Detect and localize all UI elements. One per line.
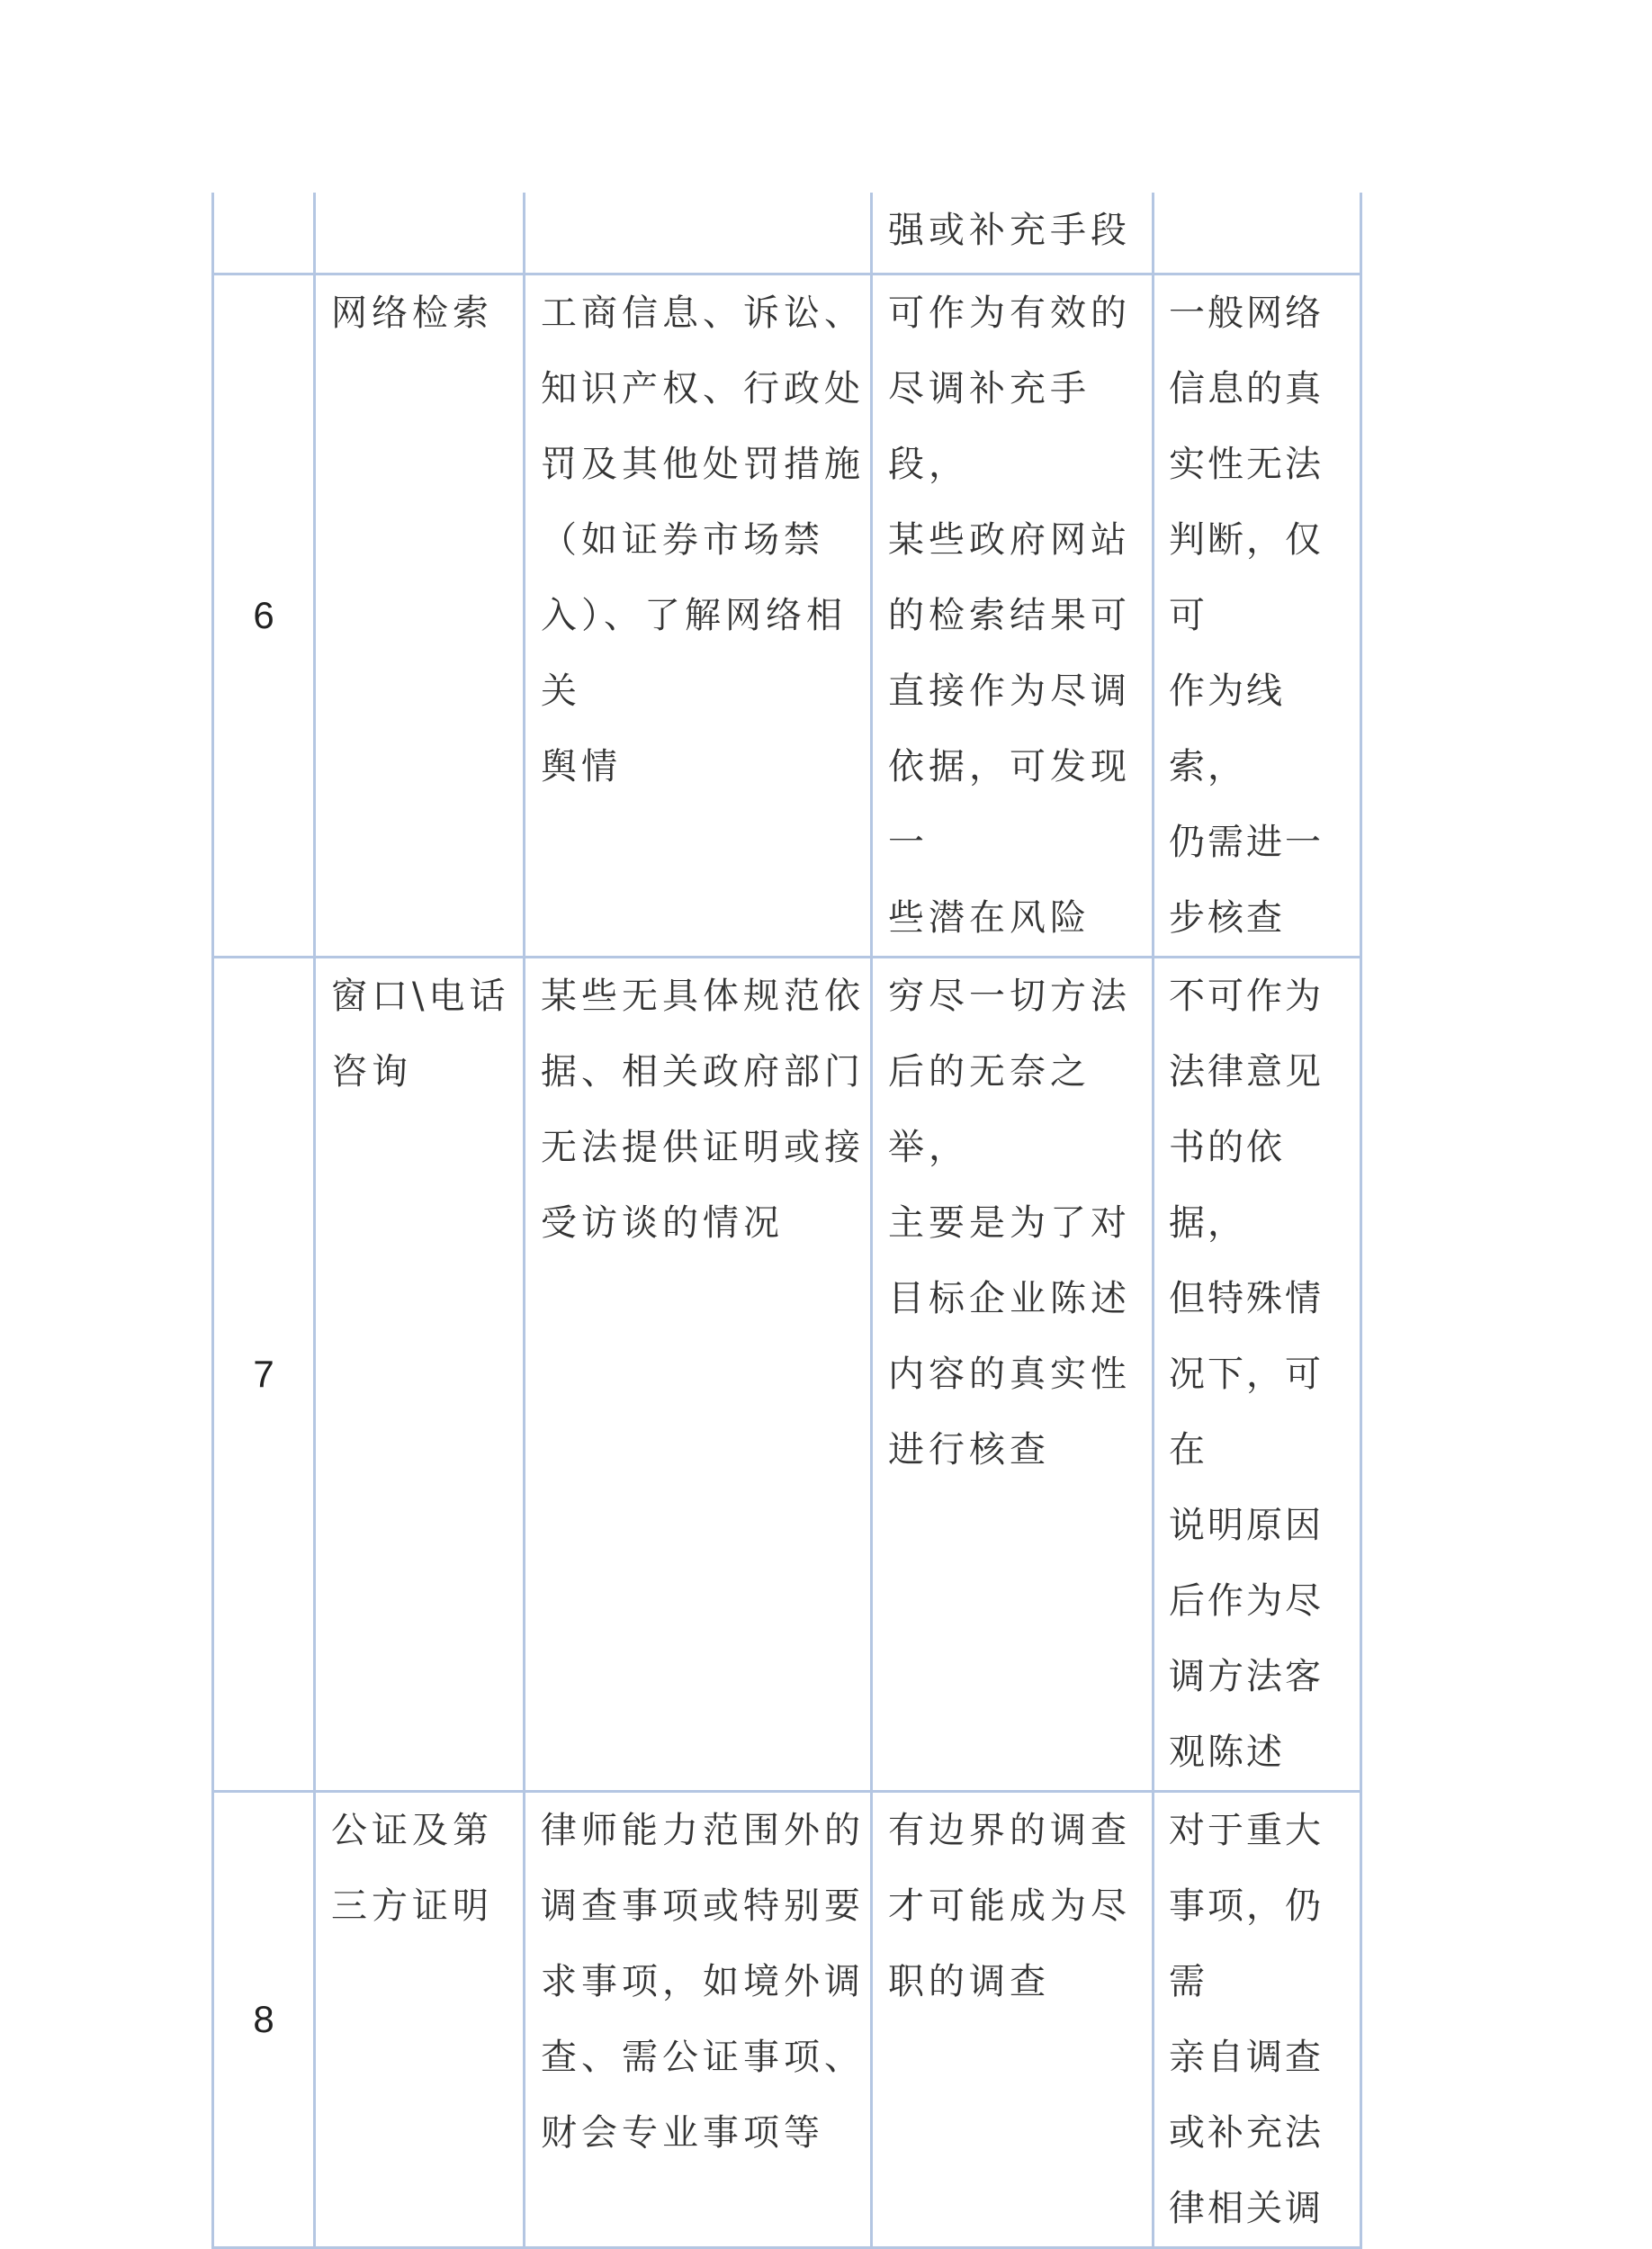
row-number-cell <box>213 957 315 1791</box>
scope-text: 律师能力范围外的 调查事项或特别要 求事项，如境外调 查、需公证事项、 财会专业事项等 <box>541 1809 865 2154</box>
scope-cell <box>525 274 872 957</box>
table-cell <box>1154 193 1361 274</box>
row-number-cell <box>213 1791 315 2247</box>
cell-text: 强或补充手段 <box>888 210 1131 251</box>
table-row-continuation <box>213 193 1361 274</box>
note-cell <box>1154 1791 1361 2247</box>
note-cell <box>1154 957 1361 1791</box>
role-text: 穷尽一切方法 后的无奈之举， 主要是为了对 目标企业陈述 内容的真实性 进行核查 <box>888 975 1131 1471</box>
method-text: 网络检索 <box>331 292 493 334</box>
role-text: 有边界的调查 才可能成为尽 职的调查 <box>888 1809 1131 2002</box>
scope-text: 某些无具体规范依 据、相关政府部门 无法提供证明或接 受访谈的情况 <box>541 975 865 1244</box>
note-cell <box>1154 274 1361 957</box>
role-cell <box>872 274 1154 957</box>
note-text: 对于重大 事项，仍需 亲自调查 或补充法 律相关调 <box>1169 1809 1324 2229</box>
role-cell <box>872 957 1154 1791</box>
scope-cell <box>525 1791 872 2247</box>
method-cell <box>315 957 525 1791</box>
role-text: 可作为有效的 尽调补充手段， 某些政府网站 的检索结果可 直接作为尽调 依据，可发现一 些潜在风险 <box>888 292 1131 939</box>
table-row <box>213 957 1361 1791</box>
scope-text: 工商信息、诉讼、 知识产权、行政处 罚及其他处罚措施 （如证券市场禁 入）、了解网络相关 舆情 <box>541 292 865 787</box>
table-cell <box>525 193 872 274</box>
table-cell <box>213 193 315 274</box>
scope-cell <box>525 957 872 1791</box>
method-cell <box>315 274 525 957</box>
row-number: 7 <box>253 1352 274 1395</box>
note-text: 不可作为 法律意见 书的依据， 但特殊情 况下，可在 说明原因 后作为尽 调方法客 观陈述 <box>1169 975 1324 1773</box>
method-cell <box>315 1791 525 2247</box>
method-text: 公证及第 三方证明 <box>331 1809 493 1927</box>
note-text: 一般网络 信息的真 实性无法 判断，仅可 作为线索， 仍需进一 步核查 <box>1169 292 1324 939</box>
row-number-cell <box>213 274 315 957</box>
table-row <box>213 274 1361 957</box>
row-number: 8 <box>253 1997 274 2040</box>
row-number: 6 <box>253 593 274 636</box>
table-cell <box>315 193 525 274</box>
method-text: 窗口\电话 咨询 <box>331 975 510 1093</box>
table-cell <box>872 193 1154 274</box>
due-diligence-methods-table <box>211 193 1362 2249</box>
role-cell <box>872 1791 1154 2247</box>
table-row <box>213 1791 1361 2247</box>
